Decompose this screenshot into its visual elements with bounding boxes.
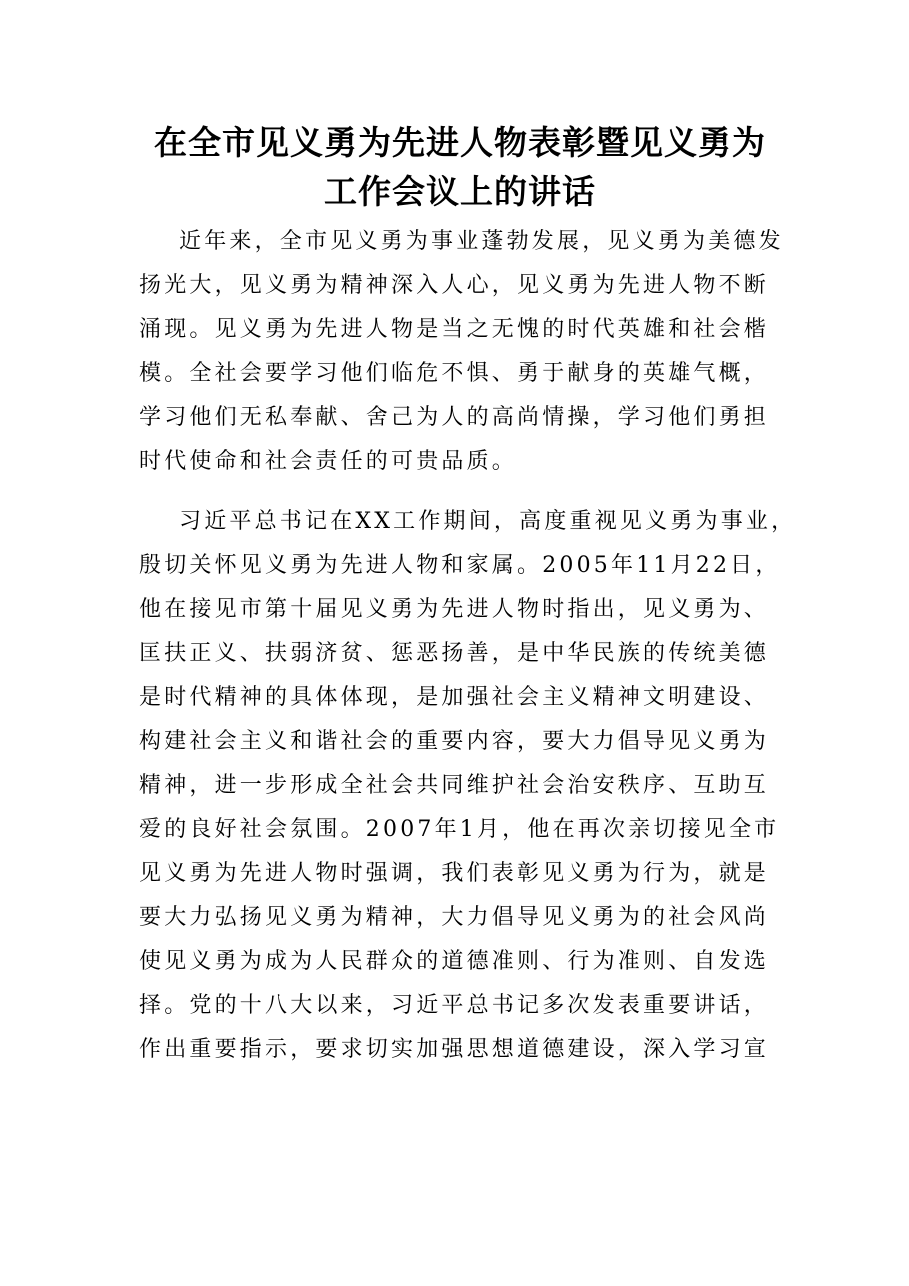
title-line: 工作会议上的讲话 [324,172,596,211]
text-line: 使见义勇为成为人民群众的道德准则、行为准则、自发选 [139,949,770,974]
text-line: 作出重要指示，要求切实加强思想道德建设，深入学习宣 [139,1037,770,1062]
text-line: 近年来，全市见义勇为事业蓬勃发展，见义勇为美德发 [179,229,784,254]
text-line: 学习他们无私奉献、舍己为人的高尚情操，学习他们勇担 [139,405,770,430]
paragraph-spacer [139,484,779,500]
text-line: 涌现。见义勇为先进人物是当之无愧的时代英雄和社会楷 [139,317,770,342]
text-line: 他在接见市第十届见义勇为先进人物时指出，见义勇为、 [139,597,770,622]
paragraph-2 [139,500,797,1072]
text-line: 见义勇为先进人物时强调，我们表彰见义勇为行为，就是 [139,861,770,886]
text-line: 时代使命和社会责任的可贵品质。 [139,449,518,474]
text-line: 爱的良好社会氛围。2007年1月，他在再次亲切接见全市 [139,817,780,842]
text-line: 殷切关怀见义勇为先进人物和家属。2005年11月22日， [139,553,781,578]
document-body [139,220,797,1072]
text-line: 扬光大，见义勇为精神深入人心，见义勇为先进人物不断 [139,273,770,298]
document-title [120,118,800,216]
paragraph-1 [139,220,784,484]
text-line: 习近平总书记在XX工作期间，高度重视见义勇为事业， [179,509,797,534]
title-line: 在全市见义勇为先进人物表彰暨见义勇为 [154,123,766,162]
text-line: 要大力弘扬见义勇为精神，大力倡导见义勇为的社会风尚 [139,905,770,930]
text-line: 精神，进一步形成全社会共同维护社会治安秩序、互助互 [139,773,770,798]
text-line: 匡扶正义、扶弱济贫、惩恶扬善，是中华民族的传统美德 [139,641,770,666]
text-line: 构建社会主义和谐社会的重要内容，要大力倡导见义勇为 [139,729,770,754]
text-line: 是时代精神的具体体现，是加强社会主义精神文明建设、 [139,685,770,710]
text-line: 模。全社会要学习他们临危不惧、勇于献身的英雄气概， [139,361,770,386]
text-line: 择。党的十八大以来，习近平总书记多次发表重要讲话， [139,993,770,1018]
